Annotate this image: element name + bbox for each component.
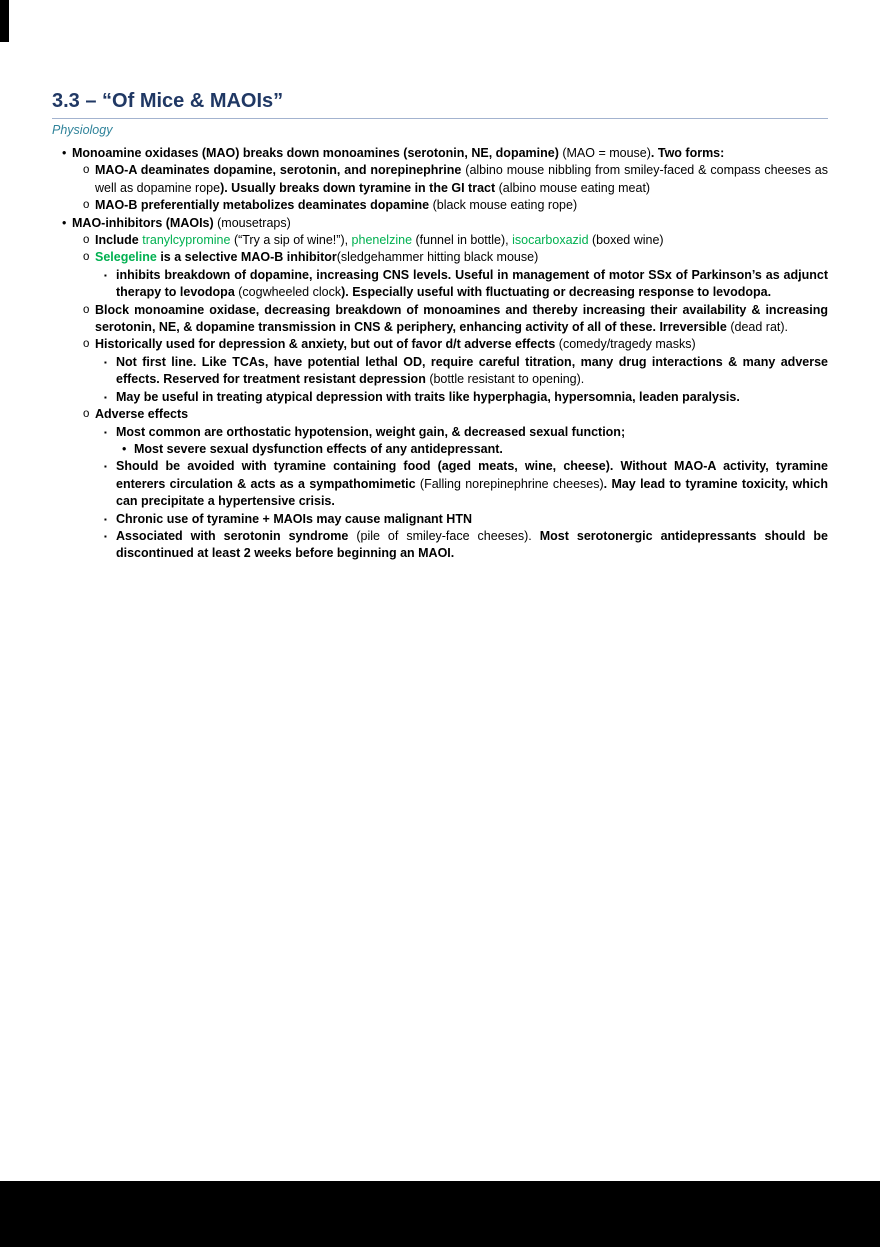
- text-segment: May be useful in treating atypical depression with traits like hyperphagia, hypersomnia, leaden paralysis.: [116, 389, 740, 404]
- text-segment: . May lead to tyramine toxicity, which can precipitate a hypertensive crisis.: [116, 476, 828, 509]
- bullet-marker: •: [122, 441, 127, 456]
- text-segment: MAO-B preferentially metabolizes deaminates dopamine: [95, 198, 433, 213]
- document-content: [52, 88, 828, 563]
- circle-marker: o: [83, 234, 90, 247]
- square-marker: ▪: [104, 514, 107, 524]
- list-item: [52, 162, 828, 197]
- circle-marker: o: [83, 303, 90, 316]
- circle-marker: o: [83, 251, 90, 264]
- text-segment: Not first line. Like TCAs, have potential lethal OD, require careful titration, many drug interactions & many adverse effects. Reserved for treatment resistant depression: [116, 354, 828, 387]
- text-segment: Should be avoided with tyramine containing food (aged meats, wine, cheese). Without MAO-A activity, tyramine enterers circulation & acts as a sympathomimetic: [116, 459, 828, 491]
- text-segment: MAO-inhibitors (MAOIs): [72, 215, 218, 230]
- list-item: [52, 389, 828, 406]
- text-segment: (sledgehammer hitting black mouse): [336, 250, 539, 265]
- list-item: [52, 232, 828, 249]
- text-segment: (dead rat).: [730, 320, 789, 335]
- text-segment: MAO-A deaminates dopamine, serotonin, and norepinephrine: [95, 163, 466, 178]
- bullet-marker: •: [62, 146, 67, 160]
- square-marker: ▪: [104, 531, 107, 541]
- text-segment: (mousetraps): [217, 215, 291, 230]
- square-marker: ▪: [104, 270, 107, 280]
- drug-name: phenelzine: [351, 233, 416, 248]
- list-item: [52, 511, 828, 528]
- text-segment: (bottle resistant to opening).: [429, 372, 585, 387]
- text-segment: Adverse effects: [95, 407, 189, 422]
- square-marker: ▪: [104, 427, 107, 437]
- document-body: [52, 145, 828, 563]
- text-segment: (black mouse eating rope): [432, 198, 578, 213]
- text-segment: (MAO = mouse): [562, 146, 651, 160]
- page-title: 3.3 – “Of Mice & MAOIs”: [52, 88, 828, 119]
- text-segment: Historically used for depression & anxiety, but out of favor d/t adverse effects: [95, 337, 559, 352]
- scan-artifact-bottom-bar: [0, 1181, 880, 1247]
- text-segment: (cogwheeled clock: [238, 285, 342, 300]
- list-item: [52, 441, 828, 458]
- text-segment: (comedy/tragedy masks): [558, 337, 696, 352]
- text-segment: . Two forms:: [650, 146, 725, 160]
- circle-marker: o: [83, 338, 90, 351]
- text-segment: inhibits breakdown of dopamine, increasing CNS levels. Useful in management of motor SSx of Parkinson’s as adjunct therapy to levodopa: [116, 267, 828, 300]
- drug-name: tranylcypromine: [142, 233, 234, 248]
- text-segment: Associated with serotonin syndrome: [116, 528, 357, 543]
- list-item: [52, 528, 828, 563]
- list-item: [52, 145, 828, 162]
- drug-name: Selegeline: [95, 250, 161, 265]
- square-marker: ▪: [104, 392, 107, 402]
- text-segment: (boxed wine): [592, 233, 664, 248]
- text-segment: Block monoamine oxidase, decreasing breakdown of monoamines and thereby increasing their availability & increasing serotonin, NE, & dopamine transmission in CNS & periphery, enhancing activity of all of these. Irreversible: [95, 302, 828, 335]
- circle-marker: o: [83, 164, 90, 177]
- text-segment: ). Usually breaks down tyramine in the GI tract: [220, 180, 499, 195]
- list-item: [52, 215, 828, 232]
- circle-marker: o: [83, 199, 90, 212]
- text-segment: (albino mouse eating meat): [498, 180, 651, 195]
- list-item: [52, 267, 828, 302]
- bullet-marker: •: [62, 215, 67, 230]
- list-item: [52, 406, 828, 423]
- text-segment: (funnel in bottle),: [415, 233, 513, 248]
- list-item: [52, 458, 828, 510]
- text-segment: Include: [95, 233, 143, 248]
- square-marker: ▪: [104, 357, 107, 367]
- text-segment: is a selective MAO-B inhibitor: [160, 250, 337, 265]
- text-segment: Monoamine oxidases (MAO) breaks down monoamines (serotonin, NE, dopamine): [72, 146, 563, 160]
- circle-marker: o: [83, 408, 90, 421]
- scan-artifact-top-left: [0, 0, 9, 42]
- list-item: [52, 336, 828, 353]
- text-segment: Most serotonergic antidepressants should be discontinued at least 2 weeks before beginning an MAOI.: [116, 528, 828, 561]
- square-marker: ▪: [104, 462, 107, 472]
- page-subtitle: Physiology: [52, 123, 113, 137]
- list-item: [52, 249, 828, 266]
- list-item: [52, 302, 828, 337]
- text-segment: (albino mouse nibbling from smiley-faced & compass cheeses as well as dopamine rope: [95, 163, 828, 195]
- list-item: [52, 354, 828, 389]
- list-item: [52, 197, 828, 214]
- text-segment: (pile of smiley-face cheeses).: [356, 528, 540, 543]
- drug-name: isocarboxazid: [512, 233, 592, 248]
- text-segment: Most common are orthostatic hypotension, weight gain, & decreased sexual function;: [116, 424, 626, 439]
- text-segment: Chronic use of tyramine + MAOIs may cause malignant HTN: [116, 511, 472, 526]
- text-segment: ). Especially useful with fluctuating or decreasing response to levodopa.: [341, 285, 772, 300]
- text-segment: (Falling norepinephrine cheeses): [419, 476, 604, 491]
- text-segment: Most severe sexual dysfunction effects of any antidepressant.: [134, 441, 503, 456]
- list-item: [52, 424, 828, 441]
- text-segment: (“Try a sip of wine!”),: [233, 233, 352, 248]
